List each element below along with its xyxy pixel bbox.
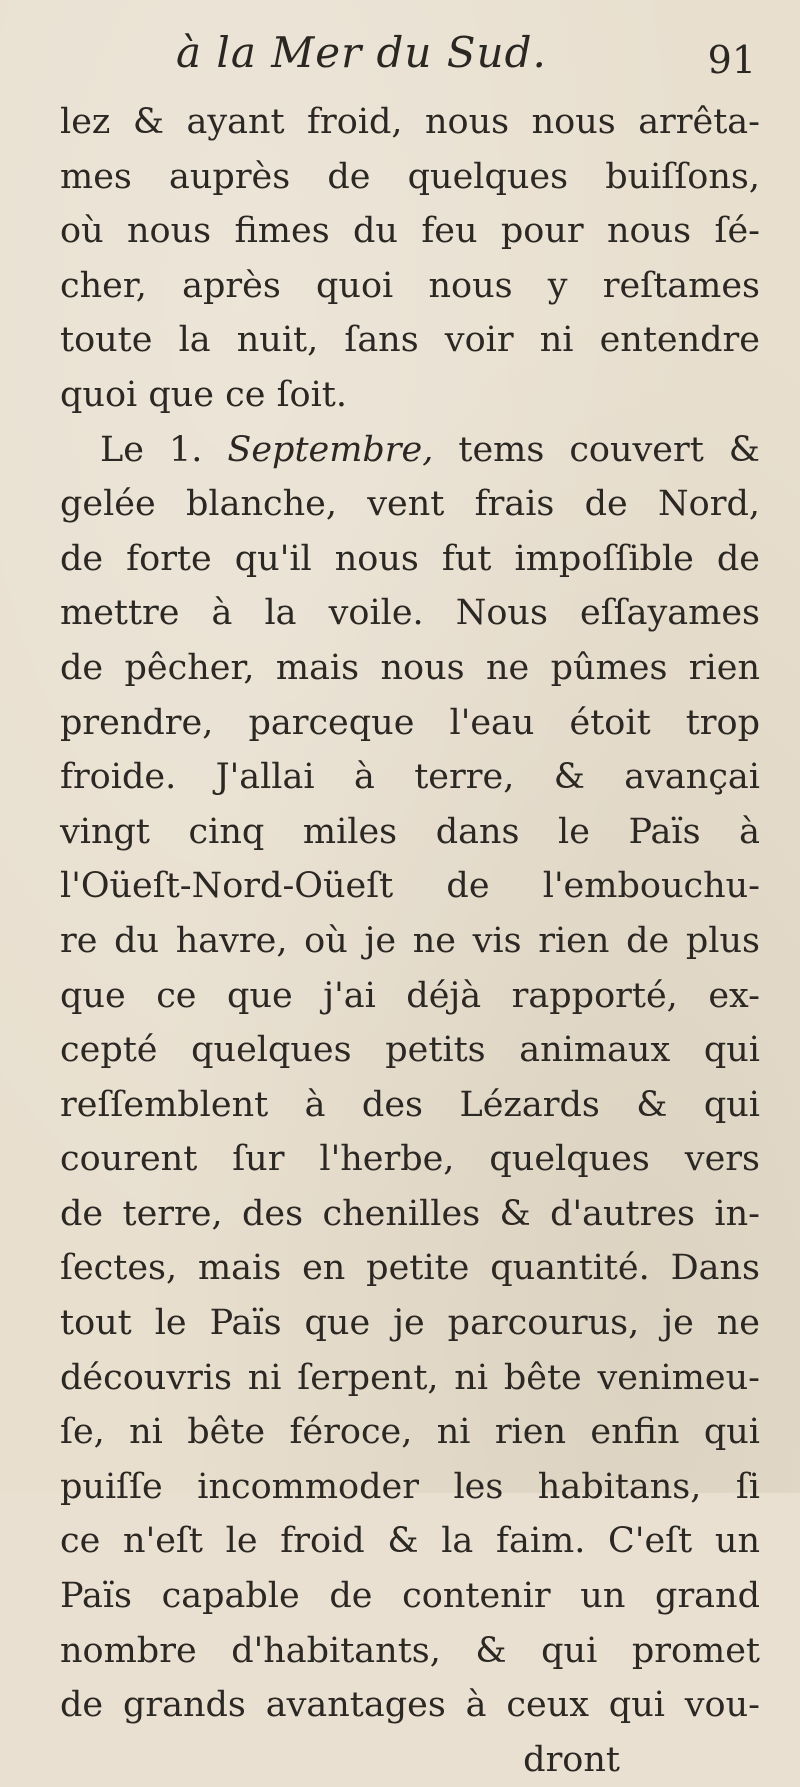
body-text (60, 95, 760, 1787)
text-line: de pêcher, mais nous ne pûmes rien (60, 647, 760, 688)
text-line: ſe, ni bête féroce, ni rien enfin qui (60, 1412, 760, 1453)
text-line: cepté quelques petits animaux qui (60, 1030, 760, 1071)
date-weather: tems couvert & (458, 429, 760, 470)
catchword: dront (523, 1739, 620, 1780)
text-line: mettre à la voile. Nous eſſayames (60, 593, 760, 634)
text-line: découvris ni ſerpent, ni bête venimeu- (60, 1357, 760, 1398)
text-line: l'Oüeſt-Nord-Oüeſt de l'embouchu- (60, 866, 760, 907)
text-line-date (60, 423, 760, 478)
text-line: ce n'eſt le froid & la faim. C'eſt un (60, 1521, 760, 1562)
text-line: reſſemblent à des Lézards & qui (60, 1084, 760, 1125)
text-line: de forte qu'il nous fut impoſſible de (60, 538, 760, 579)
text-line: de grands avantages à ceux qui vou- (60, 1685, 760, 1726)
text-line: lez & ayant froid, nous nous arrêta- (60, 102, 760, 142)
text-line: re du havre, où je ne vis rien de plus (60, 920, 760, 961)
text-line: ſectes, mais en petite quantité. Dans (60, 1248, 760, 1289)
date-month: Septembre, (227, 429, 434, 470)
text-line: prendre, parceque l'eau étoit trop (60, 702, 760, 743)
text-line: courent ſur l'herbe, quelques vers (60, 1139, 760, 1180)
text-line: quoi que ce ſoit. (60, 374, 347, 415)
page-number: 91 (707, 38, 756, 82)
date-day: Le 1. (100, 429, 203, 470)
text-line: cher, après quoi nous y reſtames (60, 265, 760, 306)
running-title: à la Mer du Sud. (176, 28, 547, 77)
text-line: tout le Païs que je parcourus, je ne (60, 1303, 760, 1344)
text-line: où nous fimes du feu pour nous ſé- (60, 211, 760, 252)
text-line: gelée blanche, vent frais de Nord, (60, 484, 760, 525)
text-line: toute la nuit, ſans voir ni entendre (60, 320, 760, 361)
text-line: de terre, des chenilles & d'autres in- (60, 1193, 760, 1234)
text-line: puiſſe incommoder les habitans, ſi (60, 1466, 760, 1507)
text-line: Païs capable de contenir un grand (60, 1576, 760, 1617)
text-line: froide. J'allai à terre, & avançai (60, 757, 760, 798)
text-line: nombre d'habitants, & qui promet (60, 1630, 760, 1671)
text-line: vingt cinq miles dans le Païs à (60, 811, 760, 852)
page-header (176, 22, 756, 92)
text-line: que ce que j'ai déjà rapporté, ex- (60, 975, 760, 1016)
text-line: mes auprès de quelques buiſſons, (60, 156, 760, 197)
